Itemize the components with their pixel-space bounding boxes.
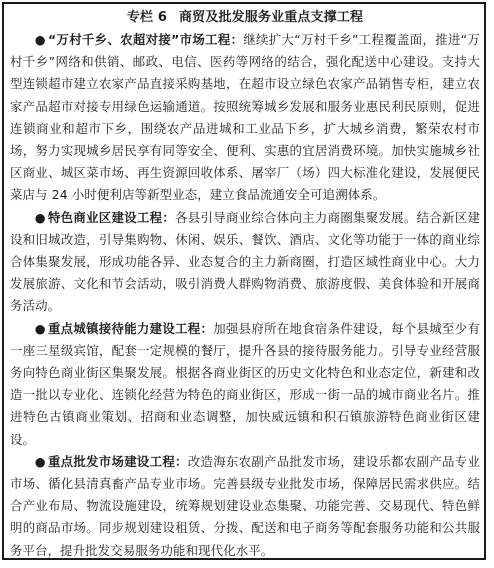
feature-box [2, 2, 486, 560]
section-heading: 特色商业区建设工程： [47, 209, 176, 225]
section-body: 改造海东农副产品批发市场，建设乐都农副产品专业市场、循化县清真畜产品专业市场。完善县级专业批发市场，保障居民需求供应。结合产业布局、物流设施建设，统筹规划建设业态集聚、功能完善、交易现代、特色鲜明的商品市场。同步规划建设租赁、分拨、配送和电子商务等配套服务功能和公共服务平台，提升批发交易服务功能和现代化水平。 [10, 453, 480, 558]
box-title-text: 商贸及批发服务业重点支撑工程 [179, 10, 364, 25]
bullet-icon: ● [34, 209, 46, 225]
bullet-icon: ● [34, 32, 46, 47]
section-town-reception [10, 318, 480, 451]
section-body: 各县引导商业综合体向主力商圈集聚发展。结合新区建设和旧城改造，引导集购物、休闲、娱乐、餐饮、酒店、文化等功能于一体的商业综合体集聚发展，形成功能各异、业态复合的主力新商圈，打造区域性商业中心。大力发展旅游、文化和节会活动，吸引消费人群购物消费、旅游度假、美食体验和开展商务活动。 [10, 209, 480, 314]
section-commercial-district [10, 207, 480, 318]
section-heading: 重点城镇接待能力建设工程： [47, 320, 214, 336]
section-body: 继续扩大“万村千乡”工程覆盖面，推进“万村千乡”网络和供销、邮政、电信、医药等网络的结合，强化配送中心建设。支持大型连锁超市建立农家产品直接采购基地，在超市设立绿色农家产品销售专柜，建立农家产品超市对接专用绿色运输通道。按照统筹城乡发展和服务业惠民利民原则，促进连锁商业和超市下乡，围绕农产品进城和工业品下乡，扩大城乡消费，繁荣农村市场，努力实现城乡居民享有同等安全、便利、实惠的宜居消费环境。加快实施城乡社区商业、城区菜市场、再生资源回收体系、屠宰厂（场）四大标准化建设，发展便民菜店与 24 小时便利店等新型业态，建立食品流通安全可追溯体系。 [10, 32, 480, 203]
section-heading: 重点批发市场建设工程： [47, 453, 188, 469]
section-body: 加强县府所在地食宿条件建设，每个县城至少有一座三星级宾馆，配套一定规模的餐厅，提升各县的接待服务能力。引导专业经营服务向特色商业街区集聚发展。根据各商业街区的历史文化特色和业态定位，新建和改造一批以专业化、连锁化经营为特色的商业街区，形成一街一品的城市商业名片。推进特色古镇商业策划、招商和业态调整，加快威远镇和积石镇旅游特色商业街区建设。 [10, 320, 480, 447]
section-rural-market [10, 29, 480, 207]
bullet-icon: ● [34, 320, 46, 336]
section-wholesale-market [10, 451, 480, 560]
box-title [10, 7, 480, 28]
box-title-number: 专栏 6 [126, 10, 168, 25]
section-heading: “万村千乡、农超对接”市场工程： [47, 32, 244, 47]
bullet-icon: ● [34, 453, 46, 469]
